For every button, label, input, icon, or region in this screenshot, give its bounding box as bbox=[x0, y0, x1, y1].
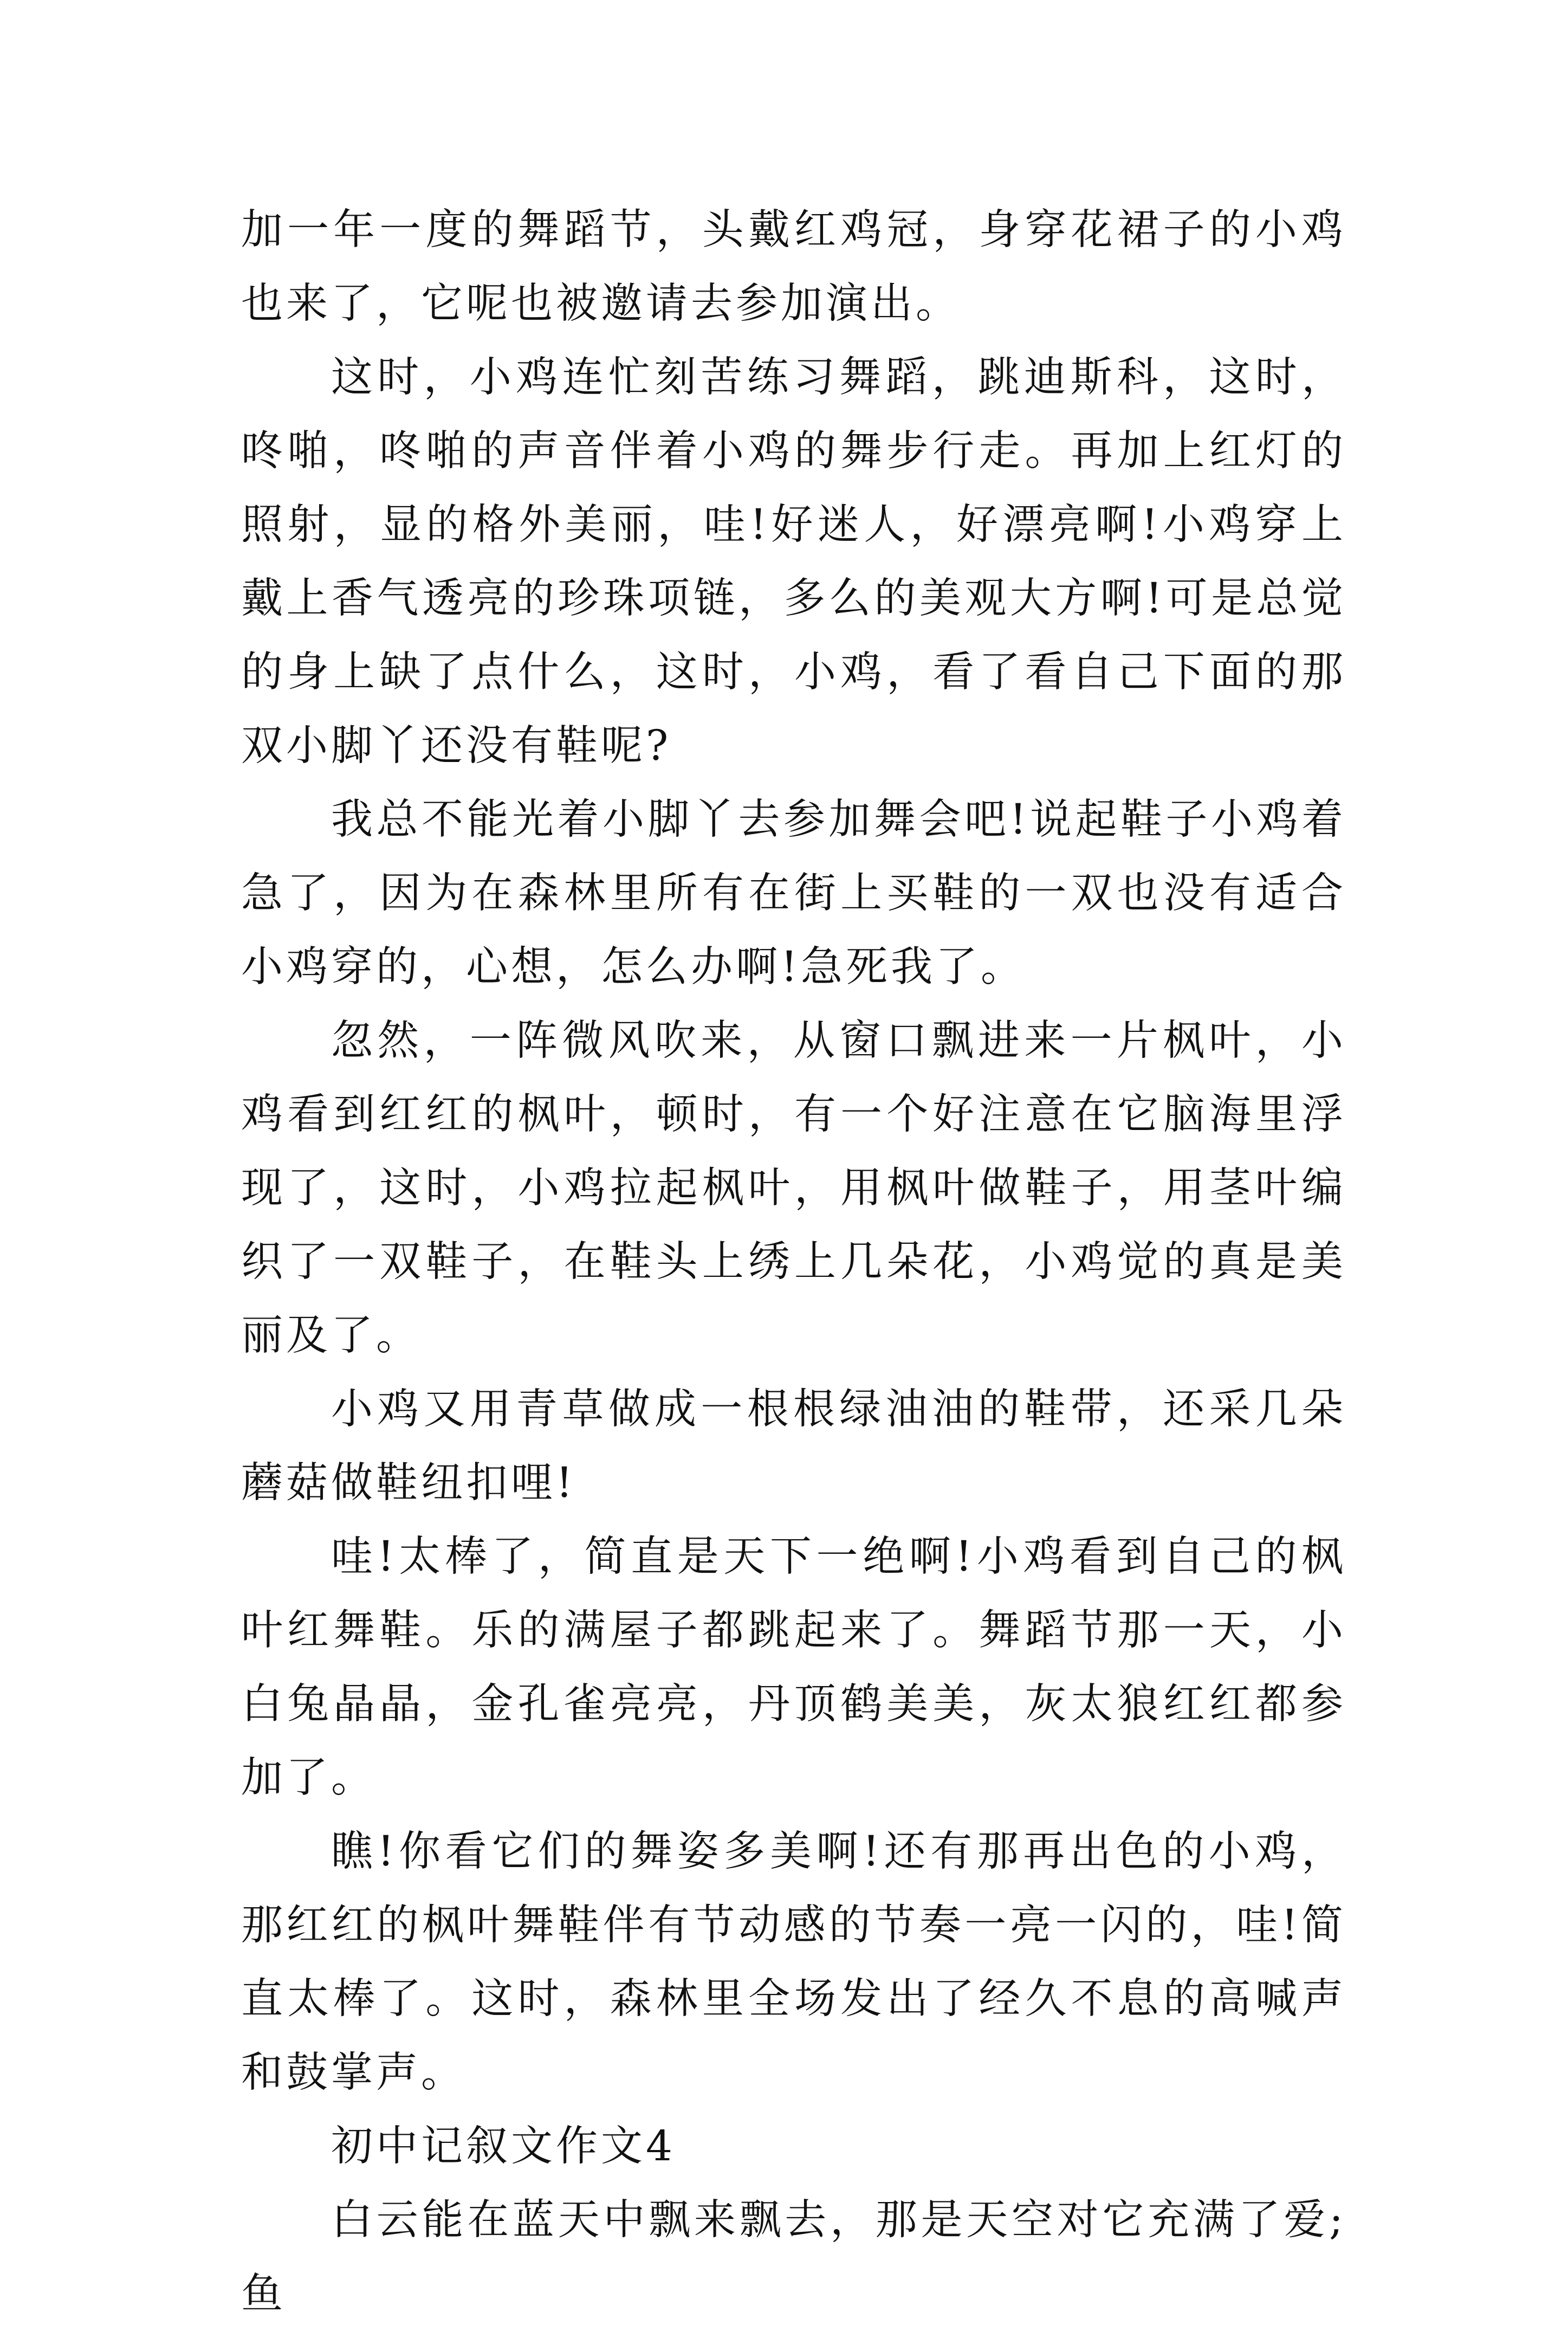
paragraph-2: 这时，小鸡连忙刻苦练习舞蹈，跳迪斯科，这时，咚啪，咚啪的声音伴着小鸡的舞步行走。再加上红灯的照射，显的格外美丽，哇!好迷人，好漂亮啊!小鸡穿上戴上香气透亮的珍珠项链，多么的美观大方啊!可是总觉的身上缺了点什么，这时，小鸡，看了看自己下面的那双小脚丫还没有鞋呢? bbox=[241, 353, 1346, 770]
paragraph-9: 白云能在蓝天中飘来飘去，那是天空对它充满了爱;鱼 bbox=[241, 2196, 1346, 2318]
paragraph-6: 哇!太棒了，简直是天下一绝啊!小鸡看到自己的枫叶红舞鞋。乐的满屋子都跳起来了。舞蹈节那一天，小白兔晶晶，金孔雀亮亮，丹顶鹤美美，灰太狼红红都参加了。 bbox=[241, 1533, 1346, 1802]
essay-body bbox=[241, 193, 1346, 2331]
paragraph-1: 加一年一度的舞蹈节，头戴红鸡冠，身穿花裙子的小鸡也来了，它呢也被邀请去参加演出。 bbox=[241, 206, 1346, 328]
paragraph-5: 小鸡又用青草做成一根根绿油油的鞋带，还采几朵蘑菇做鞋纽扣哩! bbox=[241, 1385, 1346, 1507]
section-heading: 初中记叙文作文4 bbox=[331, 2122, 676, 2171]
paragraph-7: 瞧!你看它们的舞姿多美啊!还有那再出色的小鸡，那红红的枫叶舞鞋伴有节动感的节奏一亮一闪的，哇!简直太棒了。这时，森林里全场发出了经久不息的高喊声和鼓掌声。 bbox=[241, 1828, 1346, 2097]
paragraph-4: 忽然，一阵微风吹来，从窗口飘进来一片枫叶，小鸡看到红红的枫叶，顿时，有一个好注意在它脑海里浮现了，这时，小鸡拉起枫叶，用枫叶做鞋子，用茎叶编织了一双鞋子，在鞋头上绣上几朵花，小鸡觉的真是美丽及了。 bbox=[241, 1017, 1346, 1360]
paragraph-3: 我总不能光着小脚丫去参加舞会吧!说起鞋子小鸡着急了，因为在森林里所有在街上买鞋的一双也没有适合小鸡穿的，心想，怎么办啊!急死我了。 bbox=[241, 796, 1346, 991]
